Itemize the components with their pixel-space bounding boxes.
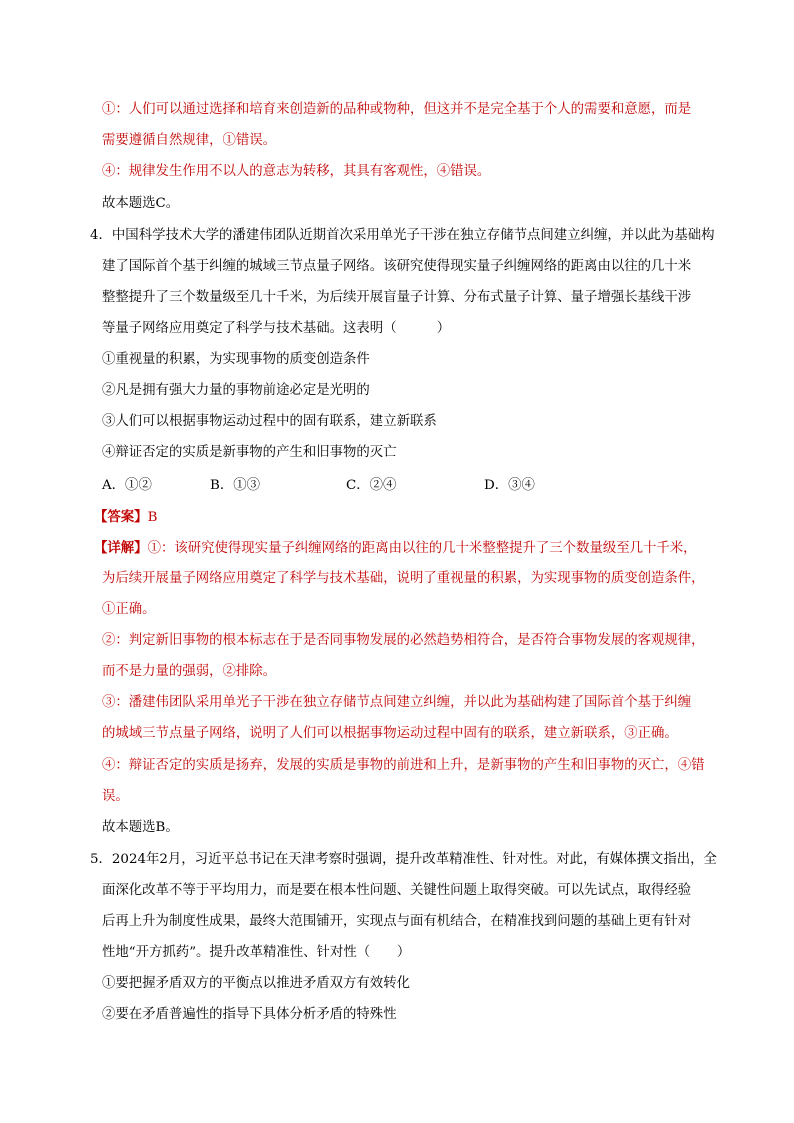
- q4-detail-1-line-3: ①正确。: [102, 602, 156, 617]
- q3-explain-1a: ①：人们可以通过选择和培育来创造新的品种或物种，但这并不是完全基于个人的需要和意愿，而是: [102, 102, 692, 117]
- q5-stem-line-4: 性地“开方抓药”。提升改革精准性、针对性（ ）: [102, 945, 411, 960]
- q4-detail-1-line-2: 为后续开展量子网络应用奠定了科学与技术基础，说明了重视量的积累，为实现事物的质变创造条件，: [102, 571, 705, 586]
- q4-conclusion: 故本题选B。: [102, 820, 179, 835]
- q4-option-d: D．③④: [484, 478, 535, 493]
- answer-label: 【答案】: [94, 509, 148, 525]
- q4-statement-2: ②凡是拥有强大力量的事物前途必定是光明的: [102, 383, 370, 398]
- q4-option-c: C．②④: [346, 478, 397, 493]
- answer-value: B: [147, 510, 158, 525]
- q4-detail-3-line-2: 的城域三节点量子网络，说明了人们可以根据事物运动过程中固有的联系，建立新联系，③正确。: [102, 726, 678, 741]
- q4-option-a: A．①②: [102, 478, 152, 493]
- detail-label: 【详解】: [94, 540, 148, 556]
- q4-detail-1-line-1: [94, 538, 697, 559]
- q4-detail-2-line-1: ②：判定新旧事物的根本标志在于是否同事物发展的必然趋势相符合，是否符合事物发展的客观规律，: [102, 633, 705, 648]
- q3-explain-4: ④：规律发生作用不以人的意志为转移，其具有客观性，④错误。: [102, 164, 491, 179]
- q4-answer: [94, 507, 157, 528]
- q5-stem-line-3: 后再上升为制度性成果，最终大范围铺开，实现点与面有机结合，在精准找到问题的基础上更有针对: [102, 914, 692, 929]
- q4-statement-1: ①重视量的积累，为实现事物的质变创造条件: [102, 352, 370, 367]
- q5-statement-1: ①要把握矛盾双方的平衡点以推进矛盾双方有效转化: [102, 976, 410, 991]
- q4-detail-4-line-1: ④：辩证否定的实质是扬弃，发展的实质是事物的前进和上升，是新事物的产生和旧事物的灭亡，④错: [102, 758, 705, 773]
- q5-stem-line-2: 面深化改革不等于平均用力，而是要在根本性问题、关键性问题上取得突破。可以先试点，取得经验: [102, 883, 692, 898]
- q4-stem-line-2: 建了国际首个基于纠缠的城域三节点量子网络。该研究使得现实量子纠缠网络的距离由以往的几十米: [102, 259, 692, 274]
- q5-statement-2: ②要在矛盾普遍性的指导下具体分析矛盾的特殊性: [102, 1007, 397, 1022]
- q4-detail-4-line-2: 误。: [102, 789, 129, 804]
- q4-statement-3: ③人们可以根据事物运动过程中的固有联系，建立新联系: [102, 414, 437, 429]
- q4-stem-line-4: 等量子网络应用奠定了科学与技术基础。这表明（ ）: [102, 321, 451, 336]
- q4-stem-line-3: 整整提升了三个数量级至几十千米，为后续开展盲量子计算、分布式量子计算、量子增强长基线干涉: [102, 290, 692, 305]
- q4-statement-4: ④辩证否定的实质是新事物的产生和旧事物的灭亡: [102, 445, 397, 460]
- q4-option-b: B．①③: [210, 478, 261, 493]
- q5-stem-line-1: 5．2024年2月，习近平总书记在天津考察时强调，提升改革精准性、针对性。对此，有媒体撰文指出，全: [90, 852, 717, 867]
- q4-stem-line-1: 4．中国科学技术大学的潘建伟团队近期首次采用单光子干涉在独立存储节点间建立纠缠，并以此为基础构: [90, 228, 715, 243]
- detail-1-text: ①：该研究使得现实量子纠缠网络的距离由以往的几十米整整提升了三个数量级至几十千米，: [147, 541, 697, 556]
- q4-detail-2-line-2: 而不是力量的强弱，②排除。: [102, 664, 277, 679]
- q4-detail-3-line-1: ③：潘建伟团队采用单光子干涉在独立存储节点间建立纠缠，并以此为基础构建了国际首个基于纠缠: [102, 695, 692, 710]
- q3-conclusion: 故本题选C。: [102, 196, 180, 211]
- q3-explain-1b: 需要遵循自然规律，①错误。: [102, 133, 277, 148]
